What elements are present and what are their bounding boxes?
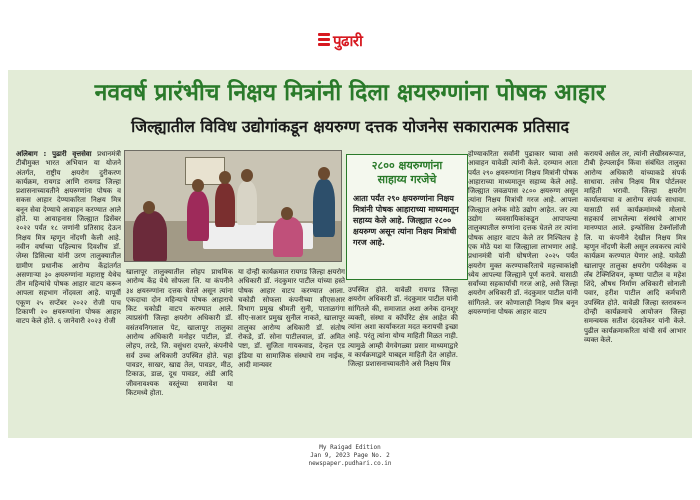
article-headline: नववर्ष प्रारंभीच निक्षय मित्रांनी दिला क्षयरुग्णांना पोषक आहार	[94, 80, 606, 106]
masthead	[0, 0, 700, 62]
edition-name: My Raigad Edition	[319, 444, 381, 451]
news-article	[8, 70, 692, 438]
article-column-4: उपस्थित होते. यावेळी रायगड जिल्हा क्षयरोग अधिकारी डॉ. नंदकुमार पाटील यांनी सांगितले की, समाजात अशा अनेक दानशूर व्यक्ती, संस्था व कॉर्पोरेट क्षेत्र आहेत की त्यांना अशा कार्याकरता मदत करायची इच्छा आहे. परंतु त्यांना योग्य माहिती मिळत नाही. त्यामुळे आम्ही वेगवेगळ्या प्रसार माध्यमाद्वारे व कार्यक्रमाद्वारे याबद्दल माहिती देत आहोत. जिल्हा प्रशासनाच्यावतीने असे निक्षय मित्र	[348, 286, 458, 369]
photo-icon	[124, 150, 342, 262]
article-column-3: या दोन्ही कार्यक्रमात रायगड जिल्हा क्षयरोग अधिकारी डॉ. नंदकुमार पाटील यांच्या हस्ते पोषक आहार वाटप करण्यात आला. चकोडी सोफला कंपनीच्या सीएसआर विभाग प्रमुख श्रीमती सुनी, पाताळगंगा सीए-सआर प्रमुख सुनील नाकते, खालापूर तालुका आरोग्य अधिकारी डॉ. संतोष रोकडे, डॉ. सोना पाटीलवाल, डॉ. अमित पष्टा, डॉ. सुजिता गायकवाड, देन्हल एड इंडिया या सामाजिक संस्थाचे राम नाईक, आदी मान्यवर	[238, 268, 345, 369]
callout-body: आता पर्यंत २९० क्षयरुग्णांना निक्षय मित्रांनी पोषक आहाराच्या माध्यमातून सहाय्य केले आहे. जिल्ह्यात २८०० क्षयरुग्ण असून त्यांना निक्षय मित्रांची गरज आहे.	[353, 194, 459, 247]
column-1-text: प्रधानमंत्री टीबीमुक्त भारत अभियान या योजने अंतर्गत, राष्ट्रीय क्षयरोग दुरीकरण कार्यक्रम, रायगड आणि रायगड जिल्हा प्रशासनाच्यावतीने क्षयरुग्णांना पोषक व सकस आहार देण्याकरिता निक्षय मित्र बनून सेवा देण्याचे आवाहन करण्यात आले होते. या आवाहनास जिल्ह्यात डिसेंबर २०२२ पर्यंत १८ जणांनी प्रतिसाद देऊन निक्षय मित्र म्हणून नोंदणी केली आहे. नवीन वर्षाच्या पहिल्याच दिवशीच डॉ. जेम्स डिसिल्वा यांनी उरण तालुक्यातील ग्रामीण प्रधानीक आरोग्य केंद्रांतर्गत असणाऱ्या ३० क्षयरुग्णांना महाराष्ट्र येथेच तीन महिन्यांचे पोषक आहार वाटप करून आपला सहभाग नोंदवला आहे. यापूर्वी एकूण २५ सप्टेंबर २०२२ रोजी पाच टिकाणी २० क्षयरुग्णांना पोषक आहार वाटप केले होते. ६ जानेवारी २०२३ रोजी	[16, 150, 121, 326]
logo-text: पुढारी	[333, 31, 363, 50]
article-column-5: होण्याकरिता सर्वांनी पुढाकार घ्यावा असे आवाहन यावेळी त्यांनी केले. दरम्यान आता पर्यंत २९० क्षयरुग्णांना निक्षय मित्रांनी पोषक आहाराच्या माध्यमातून सहाय्य केले आहे. जिल्ह्यात जवळपास २८०० क्षयरुग्ण असून त्यांना निक्षय मित्रांची गरज आहे. आपला जिल्ह्यात अनेक मोठे उद्योग आहेत. जर त्या उद्योग व्यवसायिकांकडून आपापल्या तालुक्यातील रुग्णांना दत्तक घेतले तर त्यांना पोषक आहार वाटप केले तर निश्चितच हे एक मोठे यश या जिल्ह्याला लाभणार आहे. प्रधानमंत्री यांनी घोषणेला २०२५ पर्यंत क्षयरोग मुक्त करण्याकरिताचे महत्त्वाकांक्षी ध्येय आपल्या जिल्ह्याने पूर्ण करावे. यासाठी सर्वांच्या सहकार्याची गरज आहे, असे जिल्हा क्षयरोग अधिकारी डॉ. नंदकुमार पाटील यांनी सांगितले. जर कोणालाही निक्षय मित्र बनून क्षयरुग्णांना पोषक आहार वाटप	[468, 150, 578, 317]
article-column-1	[16, 150, 121, 428]
edition-date-page: Jan 9, 2023 Page No. 2	[310, 452, 390, 459]
article-subhead: जिल्ह्यातील विविध उद्योगांकडून क्षयरुग्ण दत्तक योजनेस सकारात्मक प्रतिसाद	[131, 117, 569, 136]
article-column-6: करायचे असेल तर, त्यांनी लेखीस्वरूपात, टीबी हेल्पलाईन किंवा संबंधित तालुका आरोग्य अधिकारी यांच्याकडे संपर्क साधावा. तसेच निक्षय मित्र पोर्टलवर माहिती भरावी. जिल्हा क्षयरोग कार्यालयाचा व आरोग्य संपर्क साधावा. यासाठी सर्व कार्यक्रमांमध्ये मोलाचे सहकार्य लाभलेल्या संस्थांचे आभार मानण्यात आले. इन्फोसिस टेक्नॉलॉजी लि. या कंपनीने देखील निक्षय मित्र म्हणून नोंदणी केली असून लवकरच त्यांचे कार्यक्रम करण्यात येणार आहे. यावेळी खालापूर तालुका क्षयरोग पर्यवेक्षक व लॅब टेक्निशियन, कृष्णा पाटील व महेश शिंदे, औषध निर्माण अधिकारी सोनाली पवार, हरीश पाटील आदि कर्मचारी उपस्थित होते. यावेळी जिल्हा स्तरावरून दोन्ही कार्यक्रमाचे आयोजन जिल्हा समन्वयक सतीश दंदवतेकर यांनी केले. पुढील कार्यक्रमाकरिता यांची सर्व आभार व्यक्त केले.	[584, 150, 686, 344]
callout-title-line-1: २८०० क्षयरुग्णांना	[371, 159, 443, 172]
byline: अलिबाग : पुढारी वृत्तसेवा	[16, 150, 92, 158]
edition-footer	[0, 444, 700, 468]
article-column-2: खालापूर तालुक्यातील लोहप प्राथमिक आरोग्य केंद्र येथे सोफला लि. या कंपनीने ३४ क्षयरुग्णांना दत्तक घेतले असून त्यांना एकदाचा दोन महिन्याचे पोषक आहाराचे किट चकोडी वाटप करण्यात आले. त्याप्रसंगी जिल्हा क्षयरोग अधिकारी डॉ. वसंतवनिगलाल पेट, खालापूर तालुका आरोग्य अधिकारी मनोहर पाटील, डॉ. लोहप, तरडे, जि. वसुंधरा दफ्तरे, कंपनीचे सर्व उच्च अधिकारी उपस्थित होते. चहा पावडर, साखर, खाद्य तेल, पावडर, मीठ, टिकाऊ, डाळ, दूध पावडर, अंडी आदि जीवनावश्यक वस्तूंच्या समावेश या किटमध्ये होता.	[126, 268, 233, 397]
callout-title-line-2: साहाय्य गरजेचे	[377, 173, 437, 186]
pudhari-logo[interactable]	[318, 30, 382, 52]
pudhari-emblem-icon	[318, 32, 330, 50]
edition-url[interactable]: newspaper.pudhari.co.in	[308, 460, 392, 467]
callout-title	[347, 159, 467, 187]
callout-box	[346, 154, 468, 280]
